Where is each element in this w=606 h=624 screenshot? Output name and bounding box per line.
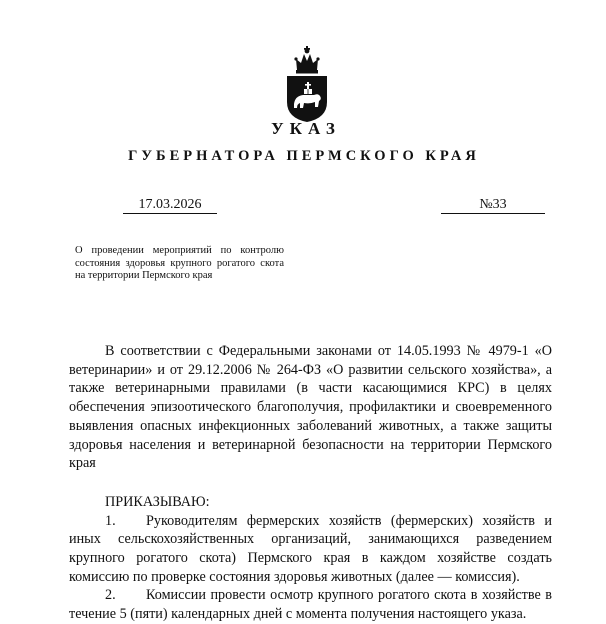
issuer-title: ГУБЕРНАТОРА ПЕРМСКОГО КРАЯ (128, 148, 480, 164)
item-text: Комиссии провести осмотр крупного рогатого скота в хозяйстве в течение 5 (пяти) календарных дней с момента получения настоящего указа. (69, 587, 552, 623)
perm-krai-coat-of-arms-icon (283, 44, 331, 124)
order-item (69, 512, 552, 587)
decree-title: УКАЗ (271, 119, 341, 138)
decree-subject: О проведении мероприятий по контролю состояния здоровья крупного рогатого скота на территории Пермского края (75, 245, 284, 281)
decree-body (69, 342, 552, 624)
decree-date: 17.03.2026 (123, 197, 217, 214)
preamble-paragraph: В соответствии с Федеральными законами от 14.05.1993 № 4979-1 «О ветеринарии» и от 29.12.2006 № 264-ФЗ «О развитии сельского хозяйства», а также ветеринарными правилами (в части касающимися КРС) в целях обеспечения эпизоотического благополучия, профилактики и своевременного выявления опасных инфекционных заболеваний животных, а также защиты здоровья населения и ветеринарной безопасности на территории Пермского края (69, 343, 552, 472)
item-number: 1. (105, 512, 116, 529)
item-text: Руководителям фермерских хозяйств (фермерских) хозяйств и иных сельскохозяйственных организаций, занимающихся разведением крупного рогатого скота) Пермского края в каждом хозяйстве создать комиссию по проверке состояния здоровья животных (далее — комиссия). (69, 512, 552, 585)
order-item (69, 586, 552, 623)
item-number: 2. (105, 587, 116, 604)
decree-number: №33 (441, 197, 545, 214)
order-word: ПРИКАЗЫВАЮ: (105, 493, 210, 510)
